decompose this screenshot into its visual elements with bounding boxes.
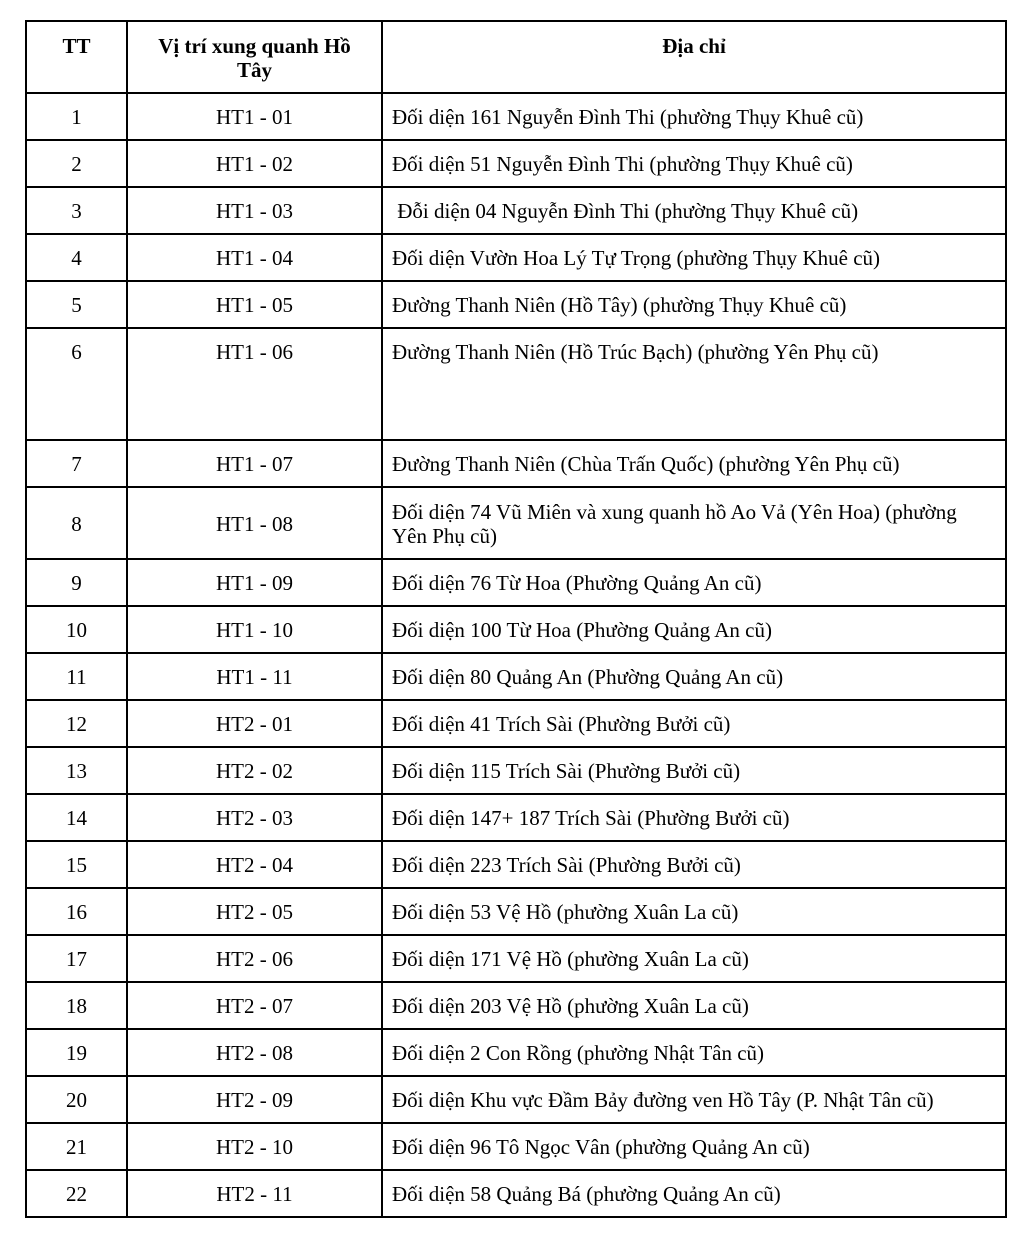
table-row bbox=[26, 93, 1006, 140]
row-number: 11 bbox=[26, 653, 127, 700]
address-cell: Đối diện 100 Từ Hoa (Phường Quảng An cũ) bbox=[382, 606, 1006, 653]
address-cell: Đường Thanh Niên (Hồ Tây) (phường Thụy Khuê cũ) bbox=[382, 281, 1006, 328]
address-cell: Đối diện Vườn Hoa Lý Tự Trọng (phường Thụy Khuê cũ) bbox=[382, 234, 1006, 281]
position-code: HT2 - 10 bbox=[127, 1123, 382, 1170]
address-cell: Đối diện 223 Trích Sài (Phường Bưởi cũ) bbox=[382, 841, 1006, 888]
table-row bbox=[26, 888, 1006, 935]
table-row bbox=[26, 935, 1006, 982]
row-number: 16 bbox=[26, 888, 127, 935]
table-row bbox=[26, 841, 1006, 888]
address-cell: Đối diện 147+ 187 Trích Sài (Phường Bưởi cũ) bbox=[382, 794, 1006, 841]
row-number: 5 bbox=[26, 281, 127, 328]
address-cell: Đối diện 2 Con Rồng (phường Nhật Tân cũ) bbox=[382, 1029, 1006, 1076]
row-number: 15 bbox=[26, 841, 127, 888]
row-number: 2 bbox=[26, 140, 127, 187]
position-code: HT2 - 08 bbox=[127, 1029, 382, 1076]
address-cell: Đối diện 41 Trích Sài (Phường Bưởi cũ) bbox=[382, 700, 1006, 747]
row-number: 9 bbox=[26, 559, 127, 606]
address-cell: Đối diện 96 Tô Ngọc Vân (phường Quảng An cũ) bbox=[382, 1123, 1006, 1170]
position-code: HT1 - 05 bbox=[127, 281, 382, 328]
position-code: HT2 - 03 bbox=[127, 794, 382, 841]
position-code: HT1 - 01 bbox=[127, 93, 382, 140]
position-code: HT1 - 03 bbox=[127, 187, 382, 234]
table-row bbox=[26, 1029, 1006, 1076]
address-cell: Đối diện 76 Từ Hoa (Phường Quảng An cũ) bbox=[382, 559, 1006, 606]
row-number: 14 bbox=[26, 794, 127, 841]
row-number: 8 bbox=[26, 487, 127, 559]
table-row bbox=[26, 187, 1006, 234]
position-code: HT1 - 11 bbox=[127, 653, 382, 700]
position-code: HT1 - 07 bbox=[127, 440, 382, 487]
row-number: 20 bbox=[26, 1076, 127, 1123]
row-number: 4 bbox=[26, 234, 127, 281]
position-code: HT2 - 01 bbox=[127, 700, 382, 747]
row-number: 17 bbox=[26, 935, 127, 982]
position-code: HT2 - 11 bbox=[127, 1170, 382, 1217]
table-row bbox=[26, 440, 1006, 487]
locations-table bbox=[25, 20, 1007, 1218]
row-number: 18 bbox=[26, 982, 127, 1029]
position-code: HT1 - 06 bbox=[127, 328, 382, 440]
position-code: HT1 - 10 bbox=[127, 606, 382, 653]
position-code: HT1 - 09 bbox=[127, 559, 382, 606]
header-tt: TT bbox=[26, 21, 127, 93]
table-row bbox=[26, 747, 1006, 794]
header-row bbox=[26, 21, 1006, 93]
table-row bbox=[26, 1170, 1006, 1217]
header-position: Vị trí xung quanh Hồ Tây bbox=[127, 21, 382, 93]
address-cell: Đối diện 171 Vệ Hồ (phường Xuân La cũ) bbox=[382, 935, 1006, 982]
address-cell: Đối diện 161 Nguyễn Đình Thi (phường Thụy Khuê cũ) bbox=[382, 93, 1006, 140]
row-number: 13 bbox=[26, 747, 127, 794]
table-row bbox=[26, 234, 1006, 281]
row-number: 22 bbox=[26, 1170, 127, 1217]
address-cell: Đường Thanh Niên (Hồ Trúc Bạch) (phường Yên Phụ cũ) bbox=[382, 328, 1006, 440]
position-code: HT1 - 04 bbox=[127, 234, 382, 281]
table-row bbox=[26, 328, 1006, 440]
address-cell: Đối diện 53 Vệ Hồ (phường Xuân La cũ) bbox=[382, 888, 1006, 935]
position-code: HT2 - 04 bbox=[127, 841, 382, 888]
row-number: 6 bbox=[26, 328, 127, 440]
address-cell: Đối diện 115 Trích Sài (Phường Bưởi cũ) bbox=[382, 747, 1006, 794]
row-number: 21 bbox=[26, 1123, 127, 1170]
table-row bbox=[26, 281, 1006, 328]
address-cell: Đối diện 51 Nguyễn Đình Thi (phường Thụy Khuê cũ) bbox=[382, 140, 1006, 187]
position-code: HT1 - 02 bbox=[127, 140, 382, 187]
table-row bbox=[26, 982, 1006, 1029]
table-row bbox=[26, 1076, 1006, 1123]
address-cell: Đỗi diện 04 Nguyễn Đình Thi (phường Thụy Khuê cũ) bbox=[382, 187, 1006, 234]
position-code: HT1 - 08 bbox=[127, 487, 382, 559]
row-number: 10 bbox=[26, 606, 127, 653]
row-number: 3 bbox=[26, 187, 127, 234]
header-address: Địa chỉ bbox=[382, 21, 1006, 93]
position-code: HT2 - 09 bbox=[127, 1076, 382, 1123]
table-row bbox=[26, 700, 1006, 747]
table-row bbox=[26, 606, 1006, 653]
position-code: HT2 - 06 bbox=[127, 935, 382, 982]
row-number: 19 bbox=[26, 1029, 127, 1076]
address-cell: Đường Thanh Niên (Chùa Trấn Quốc) (phường Yên Phụ cũ) bbox=[382, 440, 1006, 487]
address-cell: Đối diện 80 Quảng An (Phường Quảng An cũ) bbox=[382, 653, 1006, 700]
position-code: HT2 - 02 bbox=[127, 747, 382, 794]
table-row bbox=[26, 487, 1006, 559]
row-number: 7 bbox=[26, 440, 127, 487]
position-code: HT2 - 05 bbox=[127, 888, 382, 935]
row-number: 1 bbox=[26, 93, 127, 140]
position-code: HT2 - 07 bbox=[127, 982, 382, 1029]
address-cell: Đối diện 203 Vệ Hồ (phường Xuân La cũ) bbox=[382, 982, 1006, 1029]
address-cell: Đối diện 74 Vũ Miên và xung quanh hồ Ao Vả (Yên Hoa) (phường Yên Phụ cũ) bbox=[382, 487, 1006, 559]
address-cell: Đối diện 58 Quảng Bá (phường Quảng An cũ) bbox=[382, 1170, 1006, 1217]
table-row bbox=[26, 794, 1006, 841]
table-row bbox=[26, 559, 1006, 606]
row-number: 12 bbox=[26, 700, 127, 747]
table-row bbox=[26, 653, 1006, 700]
table-row bbox=[26, 140, 1006, 187]
table-row bbox=[26, 1123, 1006, 1170]
address-cell: Đối diện Khu vực Đầm Bảy đường ven Hồ Tây (P. Nhật Tân cũ) bbox=[382, 1076, 1006, 1123]
